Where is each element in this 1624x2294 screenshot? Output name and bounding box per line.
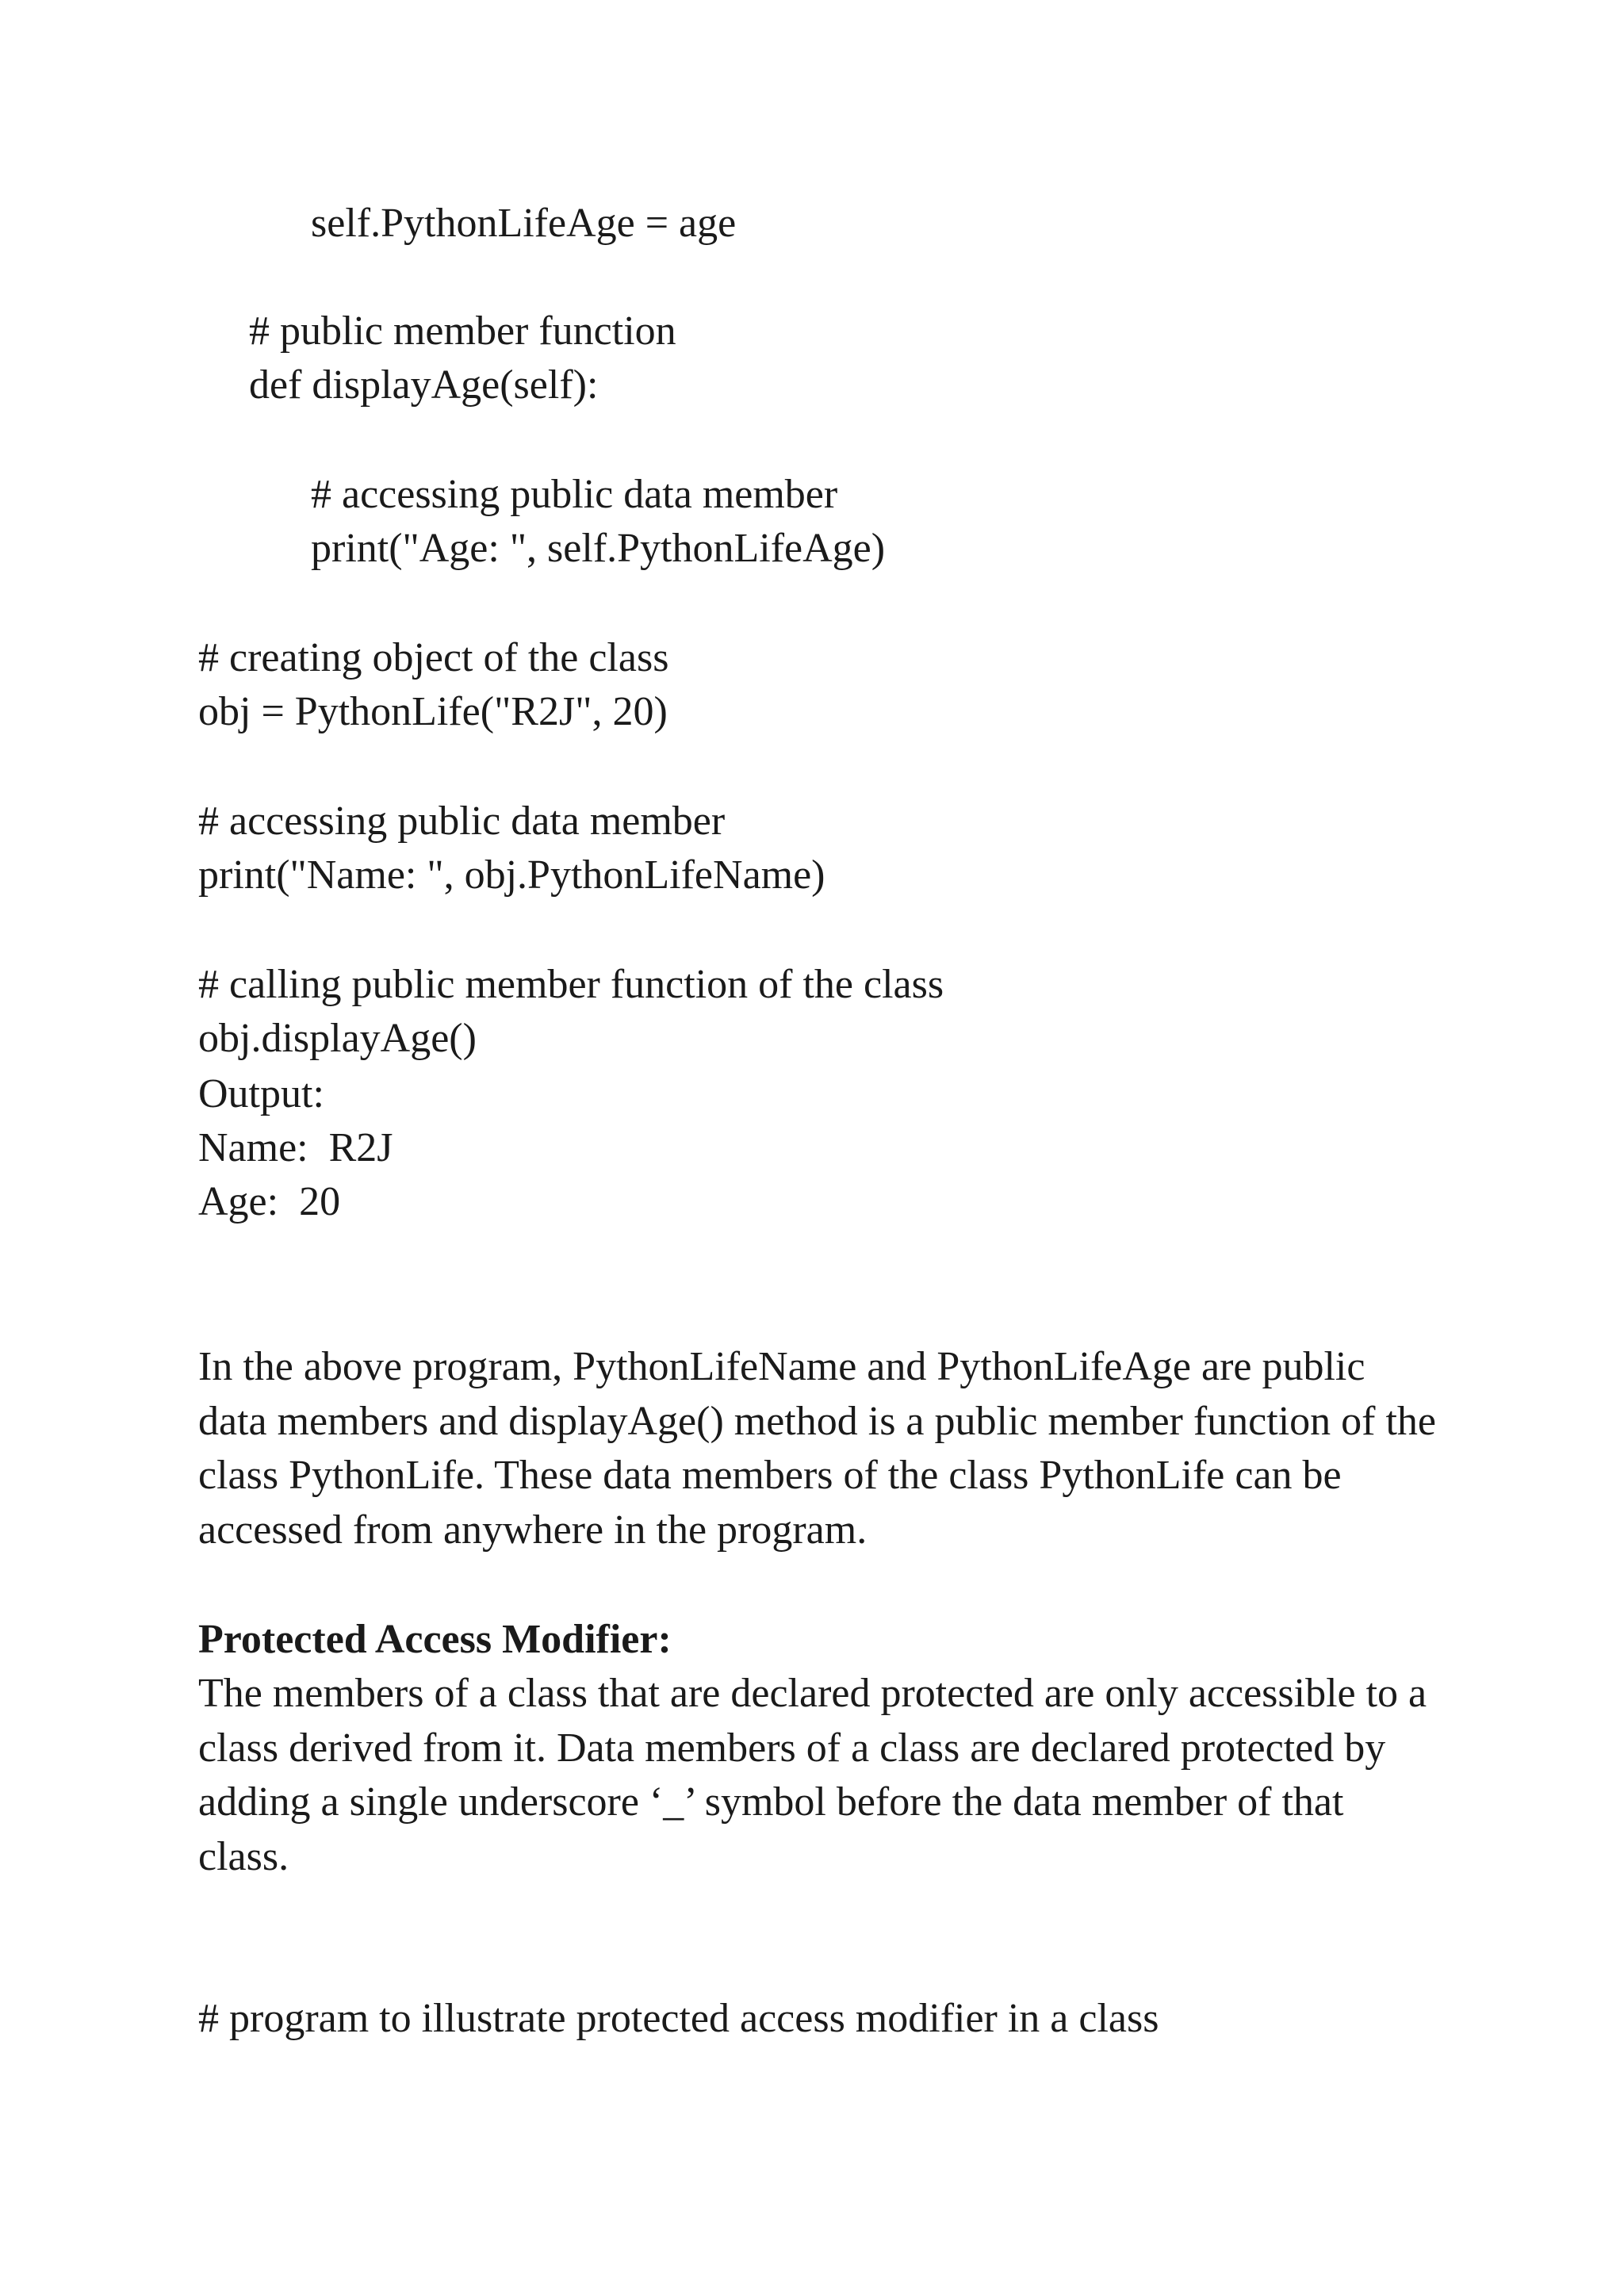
code-line: obj = PythonLife("R2J", 20) xyxy=(198,689,668,734)
paragraph-line: class. xyxy=(198,1833,289,1879)
code-line: self.PythonLifeAge = age xyxy=(311,201,737,246)
protected-paragraph xyxy=(198,1667,1435,1884)
code-line: print("Name: ", obj.PythonLifeName) xyxy=(198,852,825,898)
paragraph-line: class PythonLife. These data members of the class PythonLife can be xyxy=(198,1453,1342,1498)
code-line: obj.displayAge() xyxy=(198,1016,477,1061)
code-comment: # accessing public data member xyxy=(198,798,726,844)
paragraph-line: accessed from anywhere in the program. xyxy=(198,1507,868,1553)
output-line: Age: 20 xyxy=(198,1179,341,1224)
code-comment: # creating object of the class xyxy=(198,635,669,680)
section-heading: Protected Access Modifier: xyxy=(198,1617,672,1662)
paragraph-line: data members and displayAge() method is a public member function of the xyxy=(198,1398,1436,1444)
paragraph-line: In the above program, PythonLifeName and PythonLifeAge are public xyxy=(198,1344,1365,1389)
code-comment: # accessing public data member xyxy=(311,472,838,517)
code-comment: # program to illustrate protected access modifier in a class xyxy=(198,1996,1159,2041)
explanation-paragraph xyxy=(198,1340,1435,1557)
output-label: Output: xyxy=(198,1071,324,1116)
code-comment: # calling public member function of the class xyxy=(198,962,944,1007)
paragraph-line: adding a single underscore ‘_’ symbol before the data member of that xyxy=(198,1779,1344,1825)
paragraph-line: The members of a class that are declared protected are only accessible to a xyxy=(198,1671,1427,1716)
output-line: Name: R2J xyxy=(198,1125,393,1170)
code-comment: # public member function xyxy=(249,308,676,354)
code-line: def displayAge(self): xyxy=(249,362,599,408)
code-line: print("Age: ", self.PythonLifeAge) xyxy=(311,526,886,571)
paragraph-line: class derived from it. Data members of a class are declared protected by xyxy=(198,1725,1386,1771)
